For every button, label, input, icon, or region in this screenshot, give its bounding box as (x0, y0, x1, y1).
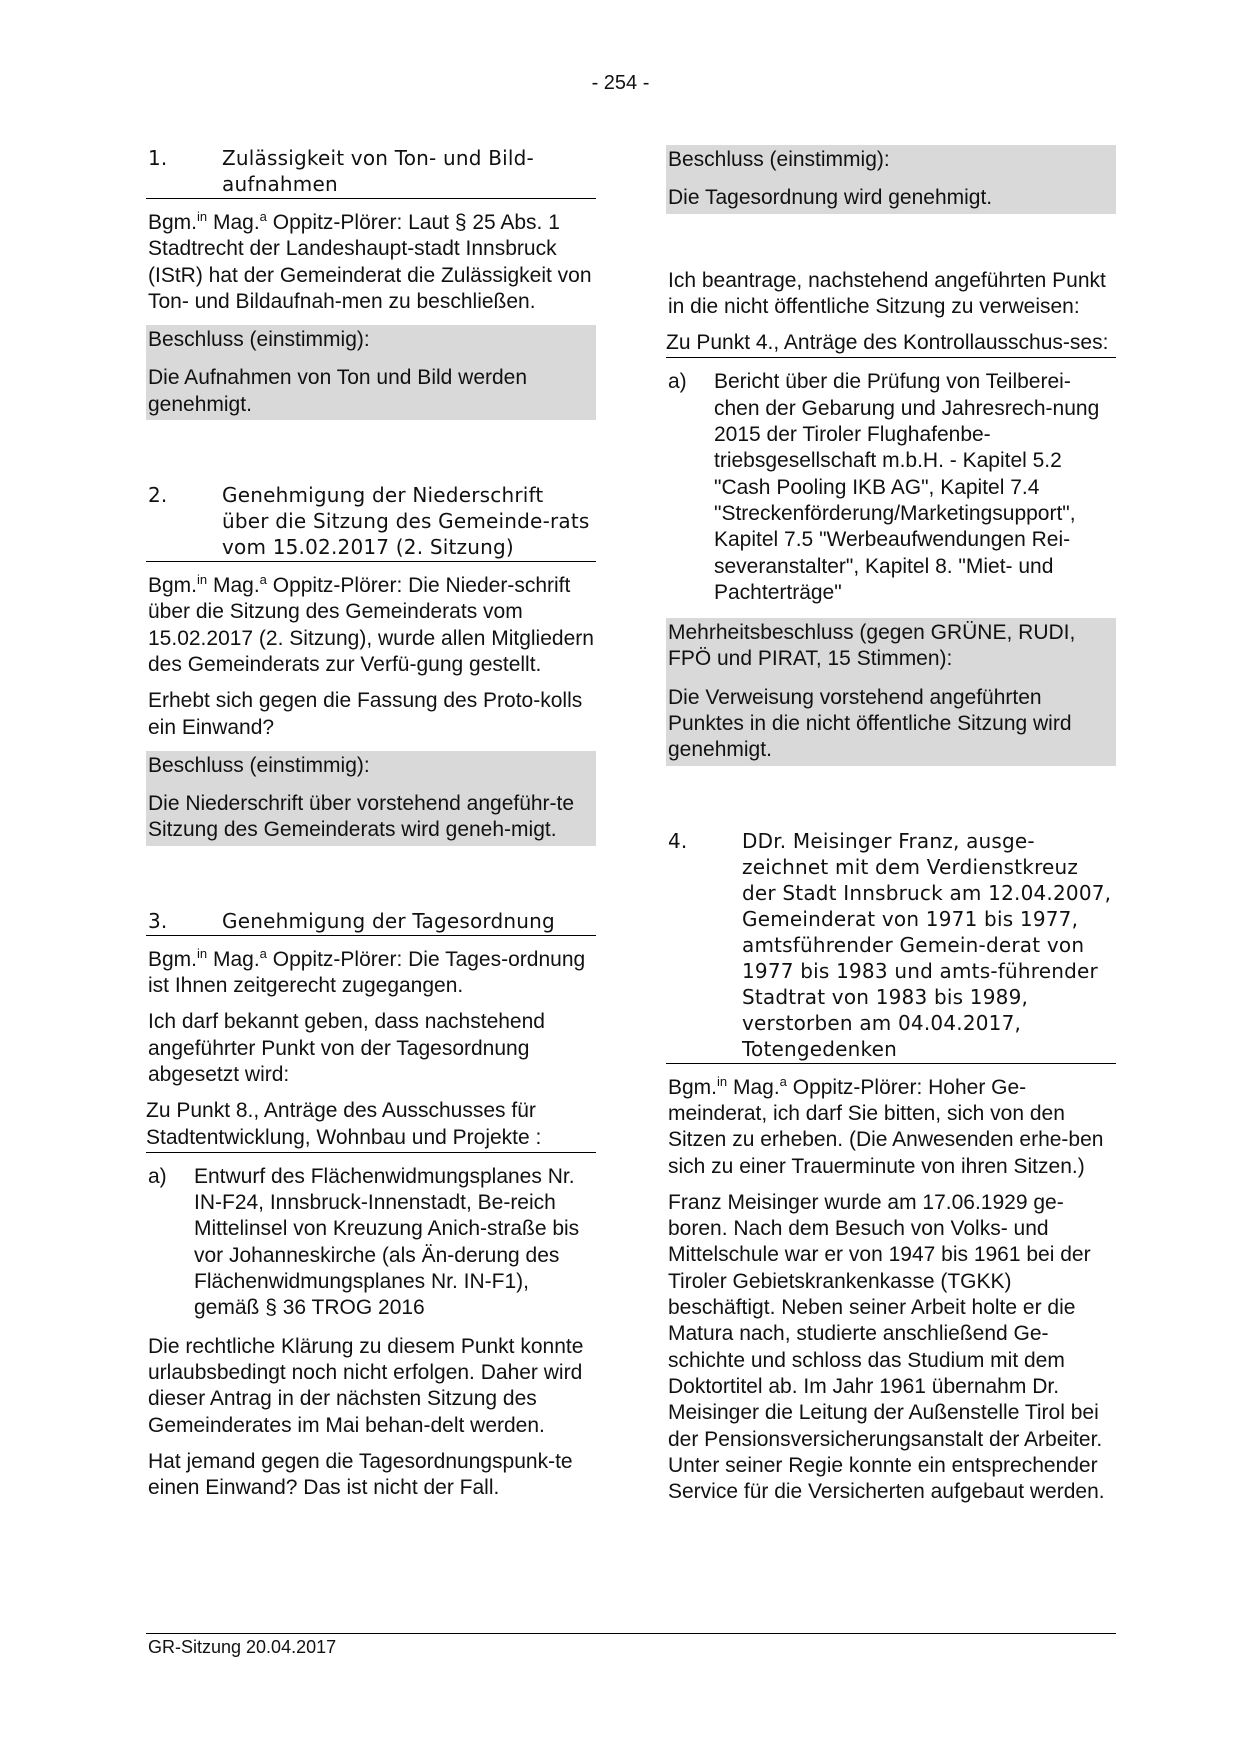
item-text: Entwurf des Flächenwidmungsplanes Nr. IN-F24, Innsbruck-Innenstadt, Be-reich Mittelinsel von Kreuzung Anich-straße bis vor Johanneskirche (als Än-derung des Flächenwidmungsplanes Nr. IN-F1), gemäß § 36 TROG 2016 (194, 1164, 580, 1320)
footer-session-date: GR-Sitzung 20.04.2017 (148, 1637, 337, 1657)
speaker-statement: Bgm.$^{in}$ Mag.$^a$ Oppitz-Plörer: Die Tages-ordnung ist Ihnen zeitgerecht zugegangen. (148, 945, 586, 998)
point-heading: Zu Punkt 4., Anträge des Kontrollausschus-ses: (666, 330, 1116, 358)
biography: Franz Meisinger wurde am 17.06.1929 ge-boren. Nach dem Besuch von Volks- und Mittelschule war er von 1947 bis 1961 bei der Tiroler Gebietskrankenkasse (TGKK) beschäftigt. Neben seiner Arbeit holte er die Matura nach, studierte anschließend Ge-schichte und schloss das Studium mit dem Doktortitel ab. Im Jahr 1961 übernahm Dr. Meisinger die Leitung der Außenstelle Tirol bei der Pensionsversicherungsanstalt der Arbeiter. Unter seiner Regie konnte ein entsprechender Service für die Versicherten aufgebaut werden. (668, 1190, 1105, 1504)
announcement: Ich darf bekannt geben, dass nachstehend angeführter Punkt von der Tagesordnung abgesetzt wird: (148, 1010, 545, 1086)
section-2-heading (146, 482, 596, 562)
section-number: 1. (148, 146, 168, 170)
section-number: 3. (148, 908, 168, 933)
resolution-box (146, 751, 596, 846)
resolution-label: Mehrheitsbeschluss (gegen GRÜNE, RUDI, FPÖ und PIRAT, 15 Stimmen): (668, 621, 1076, 671)
resolution-label: Beschluss (einstimmig): (148, 328, 370, 352)
section-number: 2. (148, 483, 168, 508)
resolution-decision: Die Aufnahmen von Ton und Bild werden genehmigt. (148, 366, 528, 416)
speaker-statement: Bgm.$^{in}$ Mag.$^a$ Oppitz-Plörer: Laut § 25 Abs. 1 Stadtrecht der Landeshaupt-stadt Innsbruck (IStR) hat der Gemeinderat die Zulässigkeit von Ton- und Bildaufnah-men zu beschließen. (148, 209, 592, 313)
right-column (666, 145, 1116, 1515)
item-text: Bericht über die Prüfung von Teilberei-chen der Gebarung und Jahresrech-nung 2015 der Tiroler Flughafenbe-triebsgesellschaft m.b.H. - Kapitel 5.2 "Cash Pooling IKB AG", Kapitel 7.4 "Streckenförderung/Marketingsupport", Kapitel 7.5 "Werbeaufwendungen Rei-severanstalter", Kapitel 8. "Miet- und Pachterträge" (714, 370, 1100, 604)
resolution-box (146, 325, 596, 420)
section-number: 4. (668, 828, 688, 853)
item-label: a) (668, 370, 687, 394)
speaker-statement: Bgm.$^{in}$ Mag.$^a$ Oppitz-Plörer: Hoher Ge-meinderat, ich darf Sie bitten, sich von den Sitzen zu erheben. (Die Anwesenden erhe-ben sich zu einer Trauerminute von ihren Sitzen.) (668, 1073, 1104, 1178)
agenda-item (148, 1164, 596, 1322)
resolution-decision: Die Niederschrift über vorstehend angeführ-te Sitzung des Gemeinderats wird geneh-migt. (148, 792, 575, 842)
resolution-decision: Die Tagesordnung wird genehmigt. (668, 186, 993, 210)
item-label: a) (148, 1164, 167, 1188)
objection-question: Hat jemand gegen die Tagesordnungspunk-te einen Einwand? Das ist nicht der Fall. (148, 1449, 573, 1500)
resolution-box (666, 145, 1116, 214)
section-1-heading (146, 145, 596, 199)
request-statement: Ich beantrage, nachstehend angeführten Punkt in die nicht öffentliche Sitzung zu verweisen: (668, 268, 1106, 318)
protocol-question: Erhebt sich gegen die Fassung des Proto-kolls ein Einwand? (148, 689, 583, 739)
section-4-heading (666, 828, 1116, 1064)
footer-divider (146, 1633, 1116, 1634)
majority-resolution-box (666, 618, 1116, 765)
left-column (146, 145, 596, 1511)
agenda-item (668, 369, 1116, 606)
section-title: Genehmigung der Tagesordnung (222, 908, 555, 933)
page-number: - 254 - (591, 72, 650, 94)
section-title: Zulässigkeit von Ton- und Bild-aufnahmen (222, 146, 534, 196)
section-title: Genehmigung der Niederschrift über die Sitzung des Gemeinde-rats vom 15.02.2017 (2. Sitzung) (222, 483, 590, 560)
speaker-statement: Bgm.$^{in}$ Mag.$^a$ Oppitz-Plörer: Die Nieder-schrift über die Sitzung des Gemeinderats vom 15.02.2017 (2. Sitzung), wurde allen Mitgliedern des Gemeinderats zur Verfü-gung gestellt. (148, 572, 594, 676)
clarification-note: Die rechtliche Klärung zu diesem Punkt konnte urlaubsbedingt noch nicht erfolgen. Daher wird dieser Antrag in der nächsten Sitzung des Gemeinderates im Mai behan-delt werden. (148, 1334, 584, 1437)
resolution-label: Beschluss (einstimmig): (148, 753, 370, 777)
resolution-decision: Die Verweisung vorstehend angeführten Punktes in die nicht öffentliche Sitzung wird genehmigt. (668, 685, 1072, 762)
section-title: DDr. Meisinger Franz, ausge-zeichnet mit dem Verdienstkreuz der Stadt Innsbruck am 12.04.2007, Gemeinderat von 1971 bis 1977, amtsführender Gemein-derat von 1977 bis 1983 und amts-führender Stadtrat von 1983 bis 1989, verstorben am 04.04.2017, Totengedenken (742, 828, 1112, 1061)
section-3-heading (146, 908, 596, 936)
resolution-label: Beschluss (einstimmig): (668, 148, 890, 171)
point-heading: Zu Punkt 8., Anträge des Ausschusses für Stadtentwicklung, Wohnbau und Projekte : (146, 1098, 596, 1153)
